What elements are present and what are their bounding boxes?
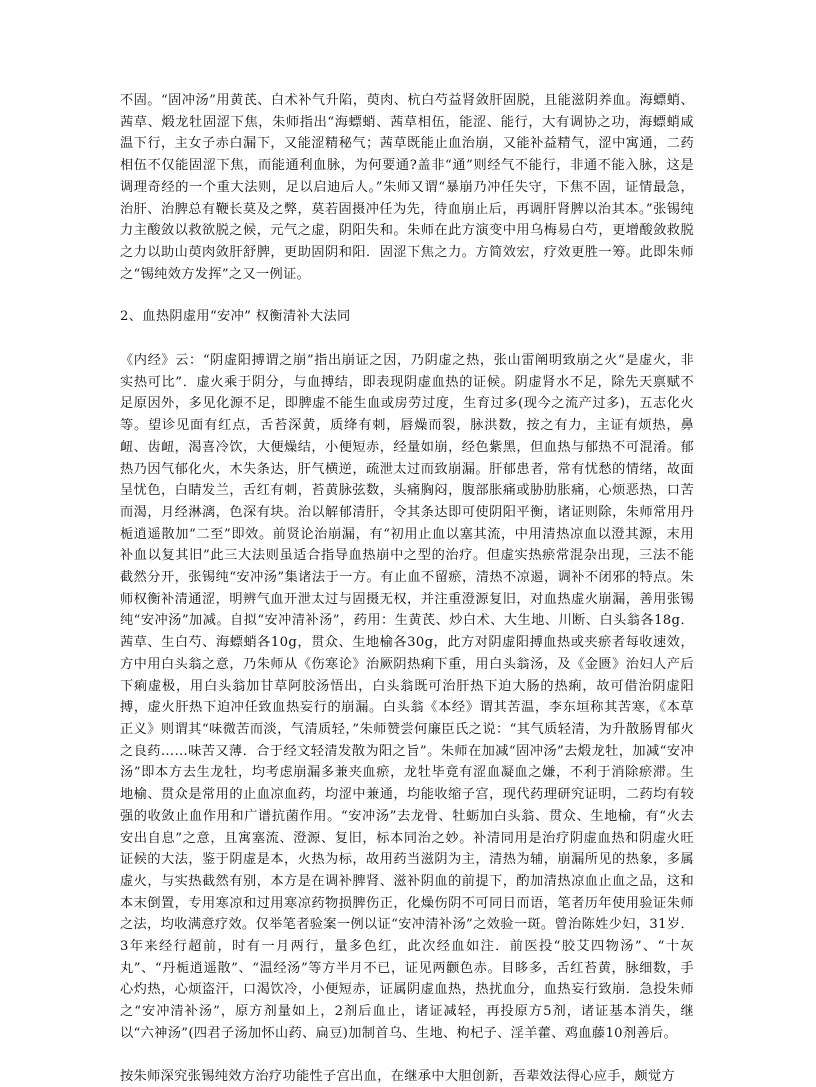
paragraph-gu-chong-tang: 不固。“固冲汤”用黄芪、白术补气升陷，萸肉、杭白芍益肾敛肝固脱，且能滋阴养血。海螵蛸、茜草、煅龙牡固涩下焦，朱师指出“海螵蛸、茜草相伍，能涩、能行，大有调协之功，海螵蛸咸温下行，主女子赤白漏下，又能涩精秘气；茜草既能止血治崩，又能补益精气，涩中寓通，二药相伍不仅能固涩下焦，而能通利血脉，为何要通?盖非“通”则经气不能行，非通不能入脉，这是调理奇经的一个重大法则，足以启迪后人。”朱师又谓“暴崩乃冲任失守，下焦不固，证情最急，治肝、治脾总有鞭长莫及之弊，莫若固摄冲任为先，待血崩止后，再调肝肾脾以治其本。”张锡纯力主酸敛以救欲脱之候，元气之虚，阴阳失和。朱师在此方演变中用乌梅易白芍，更增酸敛救脱之力以助山萸肉敛肝舒脾，更助固阴和阳．固涩下焦之力。方简效宏，疗效更胜一筹。此即朱师之“锡纯效方发挥”之又一例证。 bbox=[120, 93, 694, 282]
paragraph-spacer bbox=[120, 285, 694, 306]
paragraph-spacer bbox=[120, 1045, 694, 1066]
section-heading: 2、血热阴虚用“安冲” 权衡清补大法同 bbox=[120, 309, 351, 325]
document-page bbox=[120, 90, 694, 1087]
paragraph-closing-note: 按朱师深究张锡纯效方治疗功能性子宫出血，在继承中大胆创新，吾辈效法得心应手，颇觉方 bbox=[120, 1068, 676, 1084]
paragraph-spacer bbox=[120, 328, 694, 350]
paragraph-an-chong-tang: 《内经》云：“阴虚阳搏谓之崩”指出崩证之因，乃阴虚之热，张山雷阐明致崩之火“是虚火，非实热可比”．虚火乘于阴分，与血搏结，即表现阴虚血热的证候。阴虚肾水不足，除先天禀赋不足原因外，多见化源不足，即脾虚不能生血或房劳过度，生育过多(现今之流产过多)，五志化火等。望诊见面有红点，舌苔深黄，质绛有刺，唇燥而裂，脉洪数，按之有力，主证有烦热，鼻衄、齿衄，渴喜冷饮，大便燥结，小便短赤，经量如崩，经色紫黑，但血热与郁热不可混淆。郁热乃因气郁化火，木失条达，肝气横逆，疏泄太过而致崩漏。肝郁患者，常有忧愁的情绪，故面呈忧色，白睛发兰，舌红有刺，苔黄脉弦数，头痛胸闷，腹部胀痛或胁肋胀痛，心烦恶热，口苦而渴，月经淋漓，色深有块。治以解郁清肝，令其条达即可使阴阳平衡，诸证则除，朱师常用丹栀逍遥散加“二至”即效。前贤论治崩漏，有“初用止血以塞其流，中用清热凉血以澄其源，末用补血以复其旧”此三大法则虽适合指导血热崩中之型的治疗。但虚实热瘀常混杂出现，三法不能截然分开，张锡纯“安冲汤”集诸法于一方。有止血不留瘀，清热不凉遏，调补不闭邪的特点。朱师权衡补清通涩，明辨气血开泄太过与固摄无权，并注重澄源复旧，对血热虚火崩漏，善用张锡纯“安冲汤”加减。自拟“安冲清补汤”，药用：生黄芪、炒白术、大生地、川断、白头翁各18g．茜草、生白芍、海螵蛸各10g，贯众、生地榆各30g，此方对阴虚阳搏血热或夹瘀者每收速效，方中用白头翁之意，乃朱师从《伤寒论》治厥阴热痢下重，用白头翁汤，及《金匮》治妇人产后下痢虚极，用白头翁加甘草阿胶汤悟出，白头翁既可治肝热下迫大肠的热痢，故可借治阴虚阳搏，虚火肝热下迫冲任致血热妄行的崩漏。白头翁《本经》谓其苦温，李东垣称其苦寒，《本草正义》则谓其“味微苦而淡，气清质轻，”朱师赞尝何廉臣氏之说：“其气质轻清，为升散肠胃郁火之良药……味苦又薄．合于经文轻清发散为阳之旨”。朱师在加减“固冲汤”去煅龙牡，加减“安冲汤”即本方去生龙牡，均考虑崩漏多兼夹血瘀，龙牡毕竟有涩血凝血之嫌，不利于消除瘀滞。生地榆、贯众是常用的止血凉血药，均涩中兼通，均能收缩子宫，现代药理研究证明，二药均有较强的收敛止血作用和广谱抗菌作用。“安冲汤”去龙骨、牡蛎加白头翁、贯众、生地榆，有“火去安出自息”之意，且寓塞流、澄源、复旧，标本同治之妙。补清同用是治疗阴虚血热和阴虚火旺证候的大法，鉴于阴虚是本，火热为标，故用药当滋阴为主，清热为辅，崩漏所见的热象，多属虚火，与实热截然有别，本方是在调补脾肾、滋补阴血的前提下，酌加清热凉血止血之品，这和本末倒置，专用寒凉和过用寒凉药物损脾伤正，化燥伤阴不可同日而语，笔者历年使用验证朱师之法，均收满意疗效。仅举笔者验案一例以证“安冲清补汤”之效验一斑。曾治陈姓少妇，31岁．3年来经行超前，时有一月两行，量多色红，此次经血如注．前医投“胶艾四物汤”、“十灰丸”、“丹栀逍遥散”、“温经汤”等方半月不已，证见两颧色赤。目眵多，舌红苔黄，脉细数，手心灼热，心烦盗汗，口渴饮冷，小便短赤，证属阴虚血热，热扰血分，血热妄行致崩．急投朱师之“安冲清补汤”，原方剂量如上，2剂后血止，诸证减轻，再投原方5剂，诸证基本消失，继以“六神汤”(四君子汤加怀山药、扁豆)加制首乌、生地、枸杞子、淫羊藿、鸡血藤10剂善后。 bbox=[120, 353, 694, 1041]
